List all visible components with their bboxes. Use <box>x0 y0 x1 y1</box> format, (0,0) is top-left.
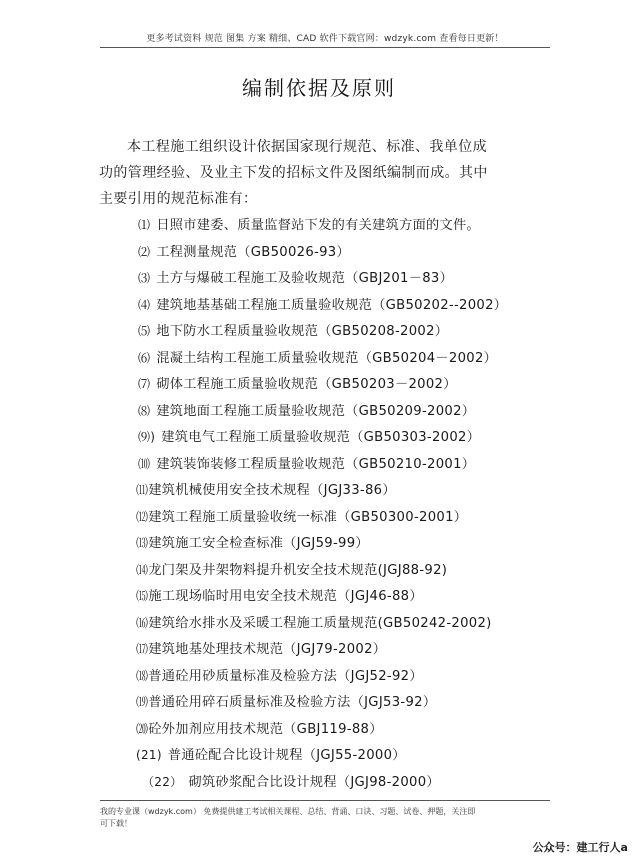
list-item-text: 混凝土结构工程施工质量验收规范（GB50204－2002） <box>156 350 498 366</box>
intro-line-2: 功的管理经验、及业主下发的招标文件及图纸编制而成。其中 <box>99 165 488 181</box>
list-item-number: ⒇ <box>136 721 149 736</box>
list-item <box>138 267 453 286</box>
list-item <box>138 347 497 366</box>
footer-line-1: 我的专业课（wdzyk.com） 免费提供建工考试相关课程、总结、背诵、口诀、习题、试卷、押题，关注即 <box>100 807 476 816</box>
list-item-number: （22） <box>142 774 183 789</box>
list-item-text: 施工现场临时用电安全技术规范（JGJ46-88） <box>148 589 423 604</box>
list-item-number: ⑶ <box>138 271 151 285</box>
list-item-number: ⒀ <box>136 536 149 550</box>
list-item <box>138 214 480 233</box>
list-item <box>138 373 457 392</box>
list-item-text: 建筑工程施工质量验收统一标准（GB50300-2001） <box>148 509 468 525</box>
list-item-text: 普通砼用碎石质量标准及检验方法（JGJ53-92） <box>148 695 437 710</box>
list-item-text: 砼外加剂应用技术规范（GBJ119-88） <box>148 721 383 737</box>
footer-divider <box>100 800 550 801</box>
list-item-text: 建筑地面工程施工质量验收规范（GB50209-2002） <box>156 403 476 419</box>
list-item-text: 建筑地基基础工程施工质量验收规范（GB50202--2002） <box>156 297 508 313</box>
list-item-number: ⒄ <box>136 642 149 656</box>
list-item <box>136 665 423 684</box>
list-item-text: 建筑给水排水及采暖工程施工质量规范(GB50242-2002) <box>148 615 492 631</box>
list-item <box>136 532 369 551</box>
list-item <box>136 559 447 578</box>
list-item-text: 普通砼配合比设计规程（JGJ55-2000） <box>167 748 406 763</box>
list-item-text: 土方与爆破工程施工及验收规范（GBJ201－83） <box>156 271 454 286</box>
list-item-number: ⑾ <box>136 483 149 497</box>
page-header: 更多考试资料 规范 图集 方案 精细、CAD 软件下载官网：wdzyk.com 查看每日更新！ <box>146 34 504 44</box>
list-item-text: 砌筑砂浆配合比设计规程（JGJ98-2000） <box>188 774 440 790</box>
footer-line-2: 可下载！ <box>100 819 132 828</box>
list-item <box>136 585 423 604</box>
list-item <box>136 744 406 763</box>
list-item <box>138 320 448 339</box>
list-item-text: 建筑施工安全检查标准（JGJ59-99） <box>148 536 369 551</box>
list-item-number: ⒁ <box>136 562 149 577</box>
list-item-number: ⒂ <box>136 589 149 603</box>
list-item-number: (21) <box>136 748 162 762</box>
page-footer <box>100 806 550 830</box>
list-item <box>138 241 350 260</box>
list-item-number: ⒆ <box>136 695 149 709</box>
intro-paragraph <box>99 134 559 212</box>
list-item-number: ⑻ <box>138 403 151 418</box>
list-item-text: 建筑地基处理技术规范（JGJ79-2002） <box>148 642 387 657</box>
list-item-number: ⒃ <box>136 615 149 630</box>
list-item-number: ⑸ <box>138 324 151 338</box>
list-item-number: ⑷ <box>138 297 151 312</box>
list-item-text: 建筑装饰装修工程质量验收规范（GB50210-2001） <box>156 456 476 472</box>
intro-line-1: 本工程施工组织设计依据国家现行规范、标准、我单位成 <box>127 139 487 155</box>
list-item <box>138 400 475 419</box>
list-item <box>136 506 467 525</box>
list-item <box>136 691 436 710</box>
list-item-text: 工程测量规范（GB50026-93） <box>156 244 350 260</box>
watermark-text: 公众号：建工行人a <box>532 841 628 854</box>
list-item <box>138 426 480 445</box>
list-item-text: 砌体工程施工质量验收规范（GB50203－2002） <box>156 377 457 392</box>
list-item <box>142 771 440 790</box>
list-item-number: ⑹ <box>138 350 151 365</box>
list-item-number: ⑽ <box>138 456 151 471</box>
list-item-number: ⑺ <box>138 377 151 391</box>
list-item <box>136 612 492 631</box>
list-item-text: 建筑机械使用安全技术规程（JGJ33-86） <box>148 483 396 498</box>
list-item-text: 龙门架及井架物料提升机安全技术规范(JGJ88-92) <box>148 562 448 578</box>
list-item-text: 地下防水工程质量验收规范（GB50208-2002） <box>156 324 449 339</box>
list-item <box>136 479 396 498</box>
intro-line-3: 主要引用的规范标准有： <box>99 191 258 207</box>
list-item-text: 日照市建委、质量监督站下发的有关建筑方面的文件。 <box>156 218 481 233</box>
list-item-number: ⑿ <box>136 509 149 524</box>
list-item <box>136 718 383 737</box>
page-title: 编制依据及原则 <box>242 76 396 100</box>
list-item-text: 普通砼用砂质量标准及检验方法（JGJ52-92） <box>148 668 423 684</box>
list-item-text: 建筑电气工程施工质量验收规范（GB50303-2002） <box>161 430 481 445</box>
list-item <box>136 638 386 657</box>
header-divider <box>100 47 550 48</box>
list-item-number: ⑴ <box>138 218 151 232</box>
list-item-number: ⑼) <box>138 430 156 444</box>
list-item-number: ⑵ <box>138 244 151 259</box>
list-item <box>138 453 475 472</box>
list-item-number: ⒅ <box>136 668 149 683</box>
list-item <box>138 294 507 313</box>
